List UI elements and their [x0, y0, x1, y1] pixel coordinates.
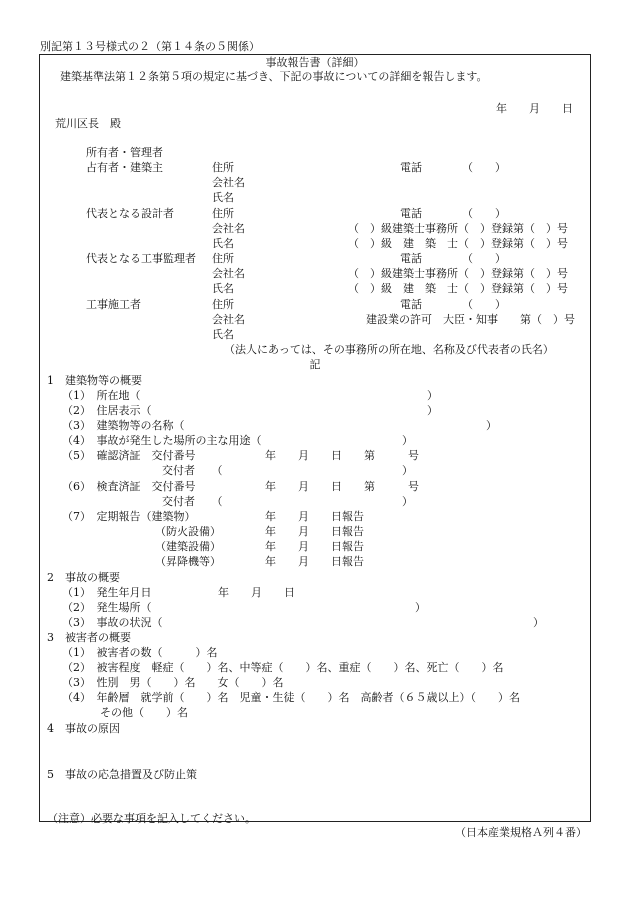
architect-office-line: （ ）級建築士事務所（ ）登録第（ ）号: [348, 267, 568, 280]
close-paren: ）: [402, 495, 413, 508]
phone-paren: （ ）: [462, 207, 506, 220]
occupant-builder-label: 占有者・建築主: [86, 161, 163, 174]
address-label: 住所: [212, 298, 234, 311]
section-3-heading: 3 被害者の概要: [47, 631, 131, 644]
phone-label: 電話: [400, 161, 422, 174]
corporation-note: （法人にあっては、その事務所の所在地、名称及び代表者の氏名）: [224, 343, 554, 356]
s1-building-name: （3） 建築物等の名称（: [62, 419, 185, 432]
section-5-heading: 5 事故の応急措置及び防止策: [47, 768, 197, 781]
report-date: 年 月 日報告: [265, 555, 364, 568]
s3-gender: （3） 性別 男（ ）名 女（ ）名: [62, 676, 284, 689]
s2-occurrence-date: （1） 発生年月日: [62, 586, 152, 599]
addressee: 荒川区長 殿: [55, 117, 121, 130]
report-date: 年 月 日報告: [265, 510, 364, 523]
close-paren: ）: [427, 389, 438, 402]
phone-label: 電話: [400, 298, 422, 311]
name-label: 氏名: [212, 328, 234, 341]
form-number: 別記第１３号様式の２（第１４条の５関係）: [40, 40, 260, 53]
intro-text: 建築基準法第１２条第５項の規定に基づき、下記の事故についての詳細を報告します。: [60, 70, 488, 83]
issuer-label: 交付者 （: [162, 464, 223, 477]
name-label: 氏名: [212, 282, 234, 295]
section-4-heading: 4 事故の原因: [47, 722, 120, 735]
paper-size-note: （日本産業規格Ａ列４番）: [455, 826, 587, 839]
date-line: 年 月 日: [496, 102, 573, 115]
s3-age-group: （4） 年齢層 就学前（ ）名 児童・生徒（ ）名 高齢者（６５歳以上）（ ）名: [62, 691, 520, 704]
designer-label: 代表となる設計者: [86, 207, 174, 220]
owner-manager-label: 所有者・管理者: [86, 146, 163, 159]
report-date: 年 月 日報告: [265, 525, 364, 538]
construction-license-line: 建設業の許可 大臣・知事 第（ ）号: [366, 313, 575, 326]
address-label: 住所: [212, 161, 234, 174]
s1-inspection-cert: （6） 検査済証 交付番号: [62, 480, 196, 493]
architect-line: （ ）級 建 築 士（ ）登録第（ ）号: [348, 282, 568, 295]
s1-usage: （4） 事故が発生した場所の主な用途（: [62, 434, 262, 447]
company-label: 会社名: [212, 313, 245, 326]
s3-victim-count: （1） 被害者の数（ ）名: [62, 646, 218, 659]
form-title: 事故報告書（詳細）: [265, 56, 365, 69]
periodic-fire-equipment: （防火設備）: [155, 525, 221, 538]
periodic-building-equipment: （建築設備）: [155, 540, 221, 553]
phone-label: 電話: [400, 207, 422, 220]
name-label: 氏名: [212, 237, 234, 250]
company-label: 会社名: [212, 222, 245, 235]
name-label: 氏名: [212, 191, 234, 204]
s2-place: （2） 発生場所（: [62, 601, 152, 614]
note-text: （注意）必要な事項を記入してください。: [47, 812, 256, 825]
periodic-elevator: （昇降機等）: [155, 555, 221, 568]
s1-residence-display: （2） 住居表示（: [62, 404, 152, 417]
report-date: 年 月 日報告: [265, 540, 364, 553]
issuer-label: 交付者 （: [162, 495, 223, 508]
issue-date-number: 年 月 日 第 号: [265, 480, 419, 493]
close-paren: ）: [486, 419, 497, 432]
company-label: 会社名: [212, 267, 245, 280]
address-label: 住所: [212, 207, 234, 220]
s3-other: その他（ ）名: [100, 706, 188, 719]
architect-office-line: （ ）級建築士事務所（ ）登録第（ ）号: [348, 222, 568, 235]
close-paren: ）: [402, 434, 413, 447]
phone-paren: （ ）: [462, 298, 506, 311]
s1-location: （1） 所在地（: [62, 389, 141, 402]
company-label: 会社名: [212, 176, 245, 189]
architect-line: （ ）級 建 築 士（ ）登録第（ ）号: [348, 237, 568, 250]
close-paren: ）: [427, 404, 438, 417]
ki-marker: 記: [309, 358, 321, 371]
section-2-heading: 2 事故の概要: [47, 571, 120, 584]
phone-paren: （ ）: [462, 161, 506, 174]
occurrence-date-blanks: 年 月 日: [218, 586, 295, 599]
phone-label: 電話: [400, 252, 422, 265]
contractor-label: 工事施工者: [86, 298, 141, 311]
phone-paren: （ ）: [462, 252, 506, 265]
close-paren: ）: [415, 601, 426, 614]
section-1-heading: 1 建築物等の概要: [47, 374, 142, 387]
s2-situation: （3） 事故の状況（: [62, 616, 163, 629]
s1-periodic-report: （7） 定期報告（建築物）: [62, 510, 196, 523]
close-paren: ）: [533, 616, 544, 629]
close-paren: ）: [402, 464, 413, 477]
supervisor-label: 代表となる工事監理者: [86, 252, 196, 265]
address-label: 住所: [212, 252, 234, 265]
s1-confirmation-cert: （5） 確認済証 交付番号: [62, 449, 196, 462]
issue-date-number: 年 月 日 第 号: [265, 449, 419, 462]
s3-severity: （2） 被害程度 軽症（ ）名、中等症（ ）名、重症（ ）名、死亡（ ）名: [62, 661, 504, 674]
